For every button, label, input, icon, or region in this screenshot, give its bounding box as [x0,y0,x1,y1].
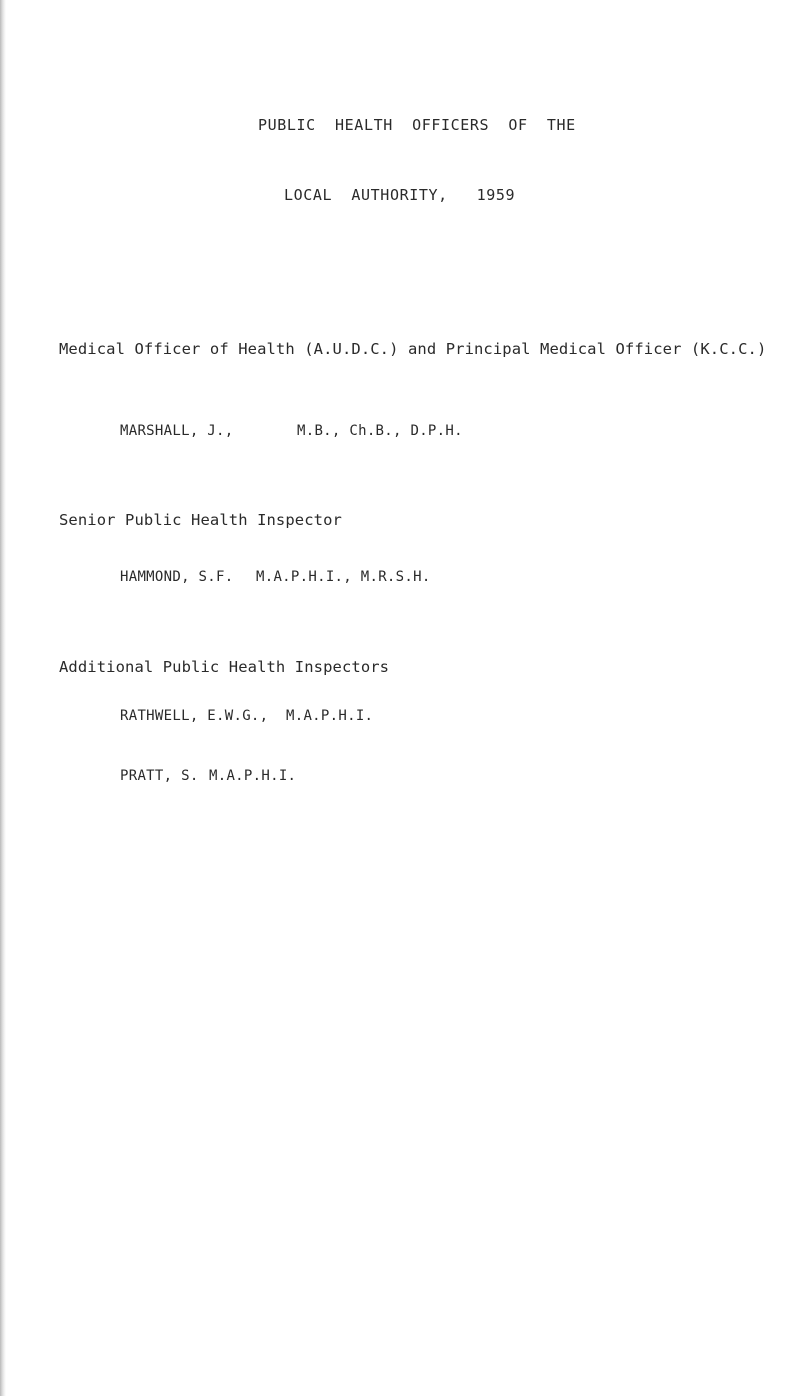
section-heading-additional-inspectors: Additional Public Health Inspectors [59,658,390,676]
document-title-line-2: LOCAL AUTHORITY, 1959 [284,186,516,204]
document-title-line-1: PUBLIC HEALTH OFFICERS OF THE [258,116,576,134]
page-binding-edge [0,0,6,1396]
officer-qualifications: M.A.P.H.I. [209,768,297,784]
officer-qualifications: M.A.P.H.I., M.R.S.H. [256,569,431,585]
officer-name: RATHWELL, E.W.G., [120,708,269,724]
officer-name: PRATT, S. [120,768,199,784]
section-heading-senior-inspector: Senior Public Health Inspector [59,511,342,529]
section-heading-medical-officer: Medical Officer of Health (A.U.D.C.) and Principal Medical Officer (K.C.C.) [59,340,767,358]
officer-qualifications: M.B., Ch.B., D.P.H. [297,423,463,439]
officer-qualifications: M.A.P.H.I. [286,708,374,724]
officer-name: HAMMOND, S.F. [120,569,234,585]
officer-name: MARSHALL, J., [120,423,234,439]
